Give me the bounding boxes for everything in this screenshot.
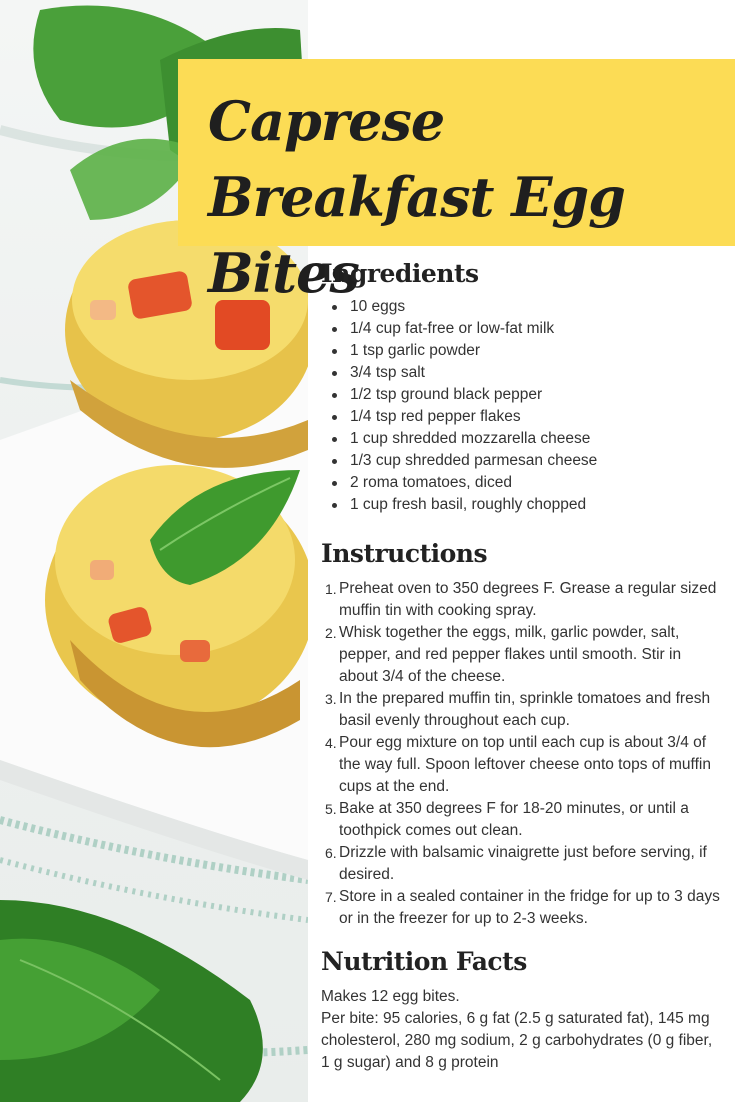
recipe-content	[321, 256, 721, 1074]
ingredient-item: 1 cup fresh basil, roughly chopped	[321, 494, 721, 516]
step-number: 3.	[325, 691, 337, 707]
instruction-step	[321, 798, 721, 842]
ingredients-heading: Ingredients	[321, 259, 479, 288]
ingredient-item: 1 tsp garlic powder	[321, 340, 721, 362]
step-number: 7.	[325, 889, 337, 905]
instruction-step	[321, 842, 721, 886]
instruction-step	[321, 578, 721, 622]
step-number: 5.	[325, 801, 337, 817]
step-text: Bake at 350 degrees F for 18-20 minutes, or until a toothpick comes out clean.	[339, 800, 689, 839]
ingredients-list	[321, 296, 721, 516]
step-text: Whisk together the eggs, milk, garlic powder, salt, pepper, and red pepper flakes until smooth. Stir in about 3/4 of the cheese.	[339, 624, 682, 685]
step-text: Pour egg mixture on top until each cup is about 3/4 of the way full. Spoon leftover cheese onto tops of muffin cups at the end.	[339, 734, 711, 795]
instruction-step	[321, 886, 721, 930]
ingredient-item: 3/4 tsp salt	[321, 362, 721, 384]
ingredient-item: 1/4 cup fat-free or low-fat milk	[321, 318, 721, 340]
instruction-step	[321, 688, 721, 732]
step-number: 2.	[325, 625, 337, 641]
ingredient-item: 1/3 cup shredded parmesan cheese	[321, 450, 721, 472]
instructions-section	[321, 536, 721, 930]
step-text: Drizzle with balsamic vinaigrette just before serving, if desired.	[339, 844, 707, 883]
ingredient-item: 10 eggs	[321, 296, 721, 318]
step-text: Store in a sealed container in the fridge for up to 3 days or in the freezer for up to 2-3 weeks.	[339, 888, 720, 927]
step-text: In the prepared muffin tin, sprinkle tomatoes and fresh basil evenly throughout each cup.	[339, 690, 711, 729]
step-text: Preheat oven to 350 degrees F. Grease a regular sized muffin tin with cooking spray.	[339, 580, 717, 619]
instruction-step	[321, 622, 721, 688]
ingredient-item: 1 cup shredded mozzarella cheese	[321, 428, 721, 450]
ingredient-item: 1/2 tsp ground black pepper	[321, 384, 721, 406]
step-number: 4.	[325, 735, 337, 751]
ingredient-item: 1/4 tsp red pepper flakes	[321, 406, 721, 428]
ingredient-item: 2 roma tomatoes, diced	[321, 472, 721, 494]
nutrition-heading: Nutrition Facts	[321, 947, 527, 976]
instructions-list	[321, 578, 721, 930]
nutrition-per-bite: Per bite: 95 calories, 6 g fat (2.5 g saturated fat), 145 mg cholesterol, 280 mg sodium, 2 g carbohydrates (0 g fiber, 1 g sugar) and 8 g protein	[321, 1010, 713, 1071]
nutrition-section	[321, 944, 721, 1074]
ingredients-section	[321, 256, 721, 516]
step-number: 6.	[325, 845, 337, 861]
instruction-step	[321, 732, 721, 798]
recipe-title: Caprese Breakfast Egg Bites	[208, 89, 625, 305]
nutrition-text	[321, 986, 721, 1074]
nutrition-makes: Makes 12 egg bites.	[321, 988, 460, 1005]
step-number: 1.	[325, 581, 337, 597]
instructions-heading: Instructions	[321, 539, 488, 568]
